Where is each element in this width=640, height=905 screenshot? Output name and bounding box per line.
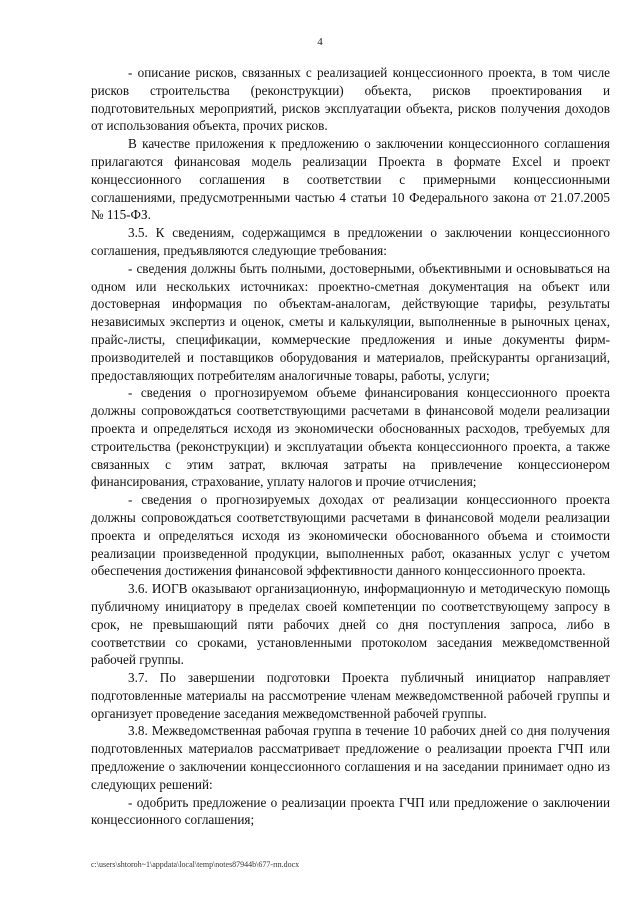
paragraph-risks: - описание рисков, связанных с реализацией концессионного проекта, в том числе рисков строительства (реконструкции) объекта, рисков проектирования и подготовительных мероприятий, рисков эксплуатации объекта, рисков получения доходов от использования объекта, прочих рисков. xyxy=(91,65,610,134)
paragraph-requirements-complete: - сведения должны быть полными, достоверными, объективными и основываться на одном или нескольких источниках: проектно-сметная документация на объект или достоверная информация по объектам-аналогам, действующие тарифы, результаты независимых экспертиз и оценок, сметы и калькуляции, выполненные в рыночных ценах, прайс-листы, спецификации, коммерческие предложения и иные документы фирм-производителей и поставщиков оборудования и материалов, прейскуранты организаций, предоставляющих потребителям аналогичные товары, работы, услуги; xyxy=(91,260,610,383)
paragraph-requirements-financing: - сведения о прогнозируемом объеме финансирования концессионного проекта должны сопровождаться соответствующими расчетами в финансовой модели реализации проекта и определяться исходя из экономически обоснованных расходов, требуемых для строительства (реконструкции) и эксплуатации объекта концессионного проекта, а также связанных с этим затрат, включая затраты на привлечение концессионером финансирования, страхование, уплату налогов и прочие отчисления; xyxy=(91,385,610,490)
paragraph-requirements-income: - сведения о прогнозируемых доходах от реализации концессионного проекта должны сопровождаться соответствующими расчетами в финансовой модели реализации проекта и определяться исходя из экономически обоснованного объема и стоимости реализации произведенной продукции, выполненных работ, оказанных услуг с учетом обеспечения достижения финансовой эффективности данного концессионного проекта. xyxy=(91,492,610,579)
paragraph-3-7: 3.7. По завершении подготовки Проекта публичный инициатор направляет подготовленные материалы на рассмотрение членам межведомственной рабочей группы и организует проведение заседания межведомственной рабочей группы. xyxy=(91,670,610,721)
paragraph-3-6: 3.6. ИОГВ оказывают организационную, информационную и методическую помощь публичному инициатору в пределах своей компетенции по соответствующему запросу в срок, не превышающий пяти рабочих дней со дня поступления запроса, либо в соответствии со сроками, установленными протоколом заседания межведомственной рабочей группы. xyxy=(91,581,610,668)
paragraph-approve: - одобрить предложение о реализации проекта ГЧП или предложение о заключении концессионного соглашения; xyxy=(91,794,610,828)
paragraph-3-8: 3.8. Межведомственная рабочая группа в течение 10 рабочих дней со дня получения подготовленных материалов рассматривает предложение о реализации проекта ГЧП или предложение о заключении концессионного соглашения и на заседании принимает одно из следующих решений: xyxy=(91,723,610,792)
page-number: 4 xyxy=(317,36,323,48)
paragraph-attachments: В качестве приложения к предложению о заключении концессионного соглашения прилагаются финансовая модель реализации Проекта в формате Excel и проект концессионного соглашения в соответствии с примерными концессионными соглашениями, предусмотренными частью 4 статьи 10 Федерального закона от 21.07.2005 № 115-ФЗ. xyxy=(91,136,610,223)
footer-file-path: c:\users\shtoroh~1\appdata\local\temp\notes87944b\677-пп.docx xyxy=(91,860,300,869)
document-body xyxy=(91,64,610,829)
paragraph-3-5: 3.5. К сведениям, содержащимся в предложении о заключении концессионного соглашения, предъявляются следующие требования: xyxy=(91,225,610,258)
